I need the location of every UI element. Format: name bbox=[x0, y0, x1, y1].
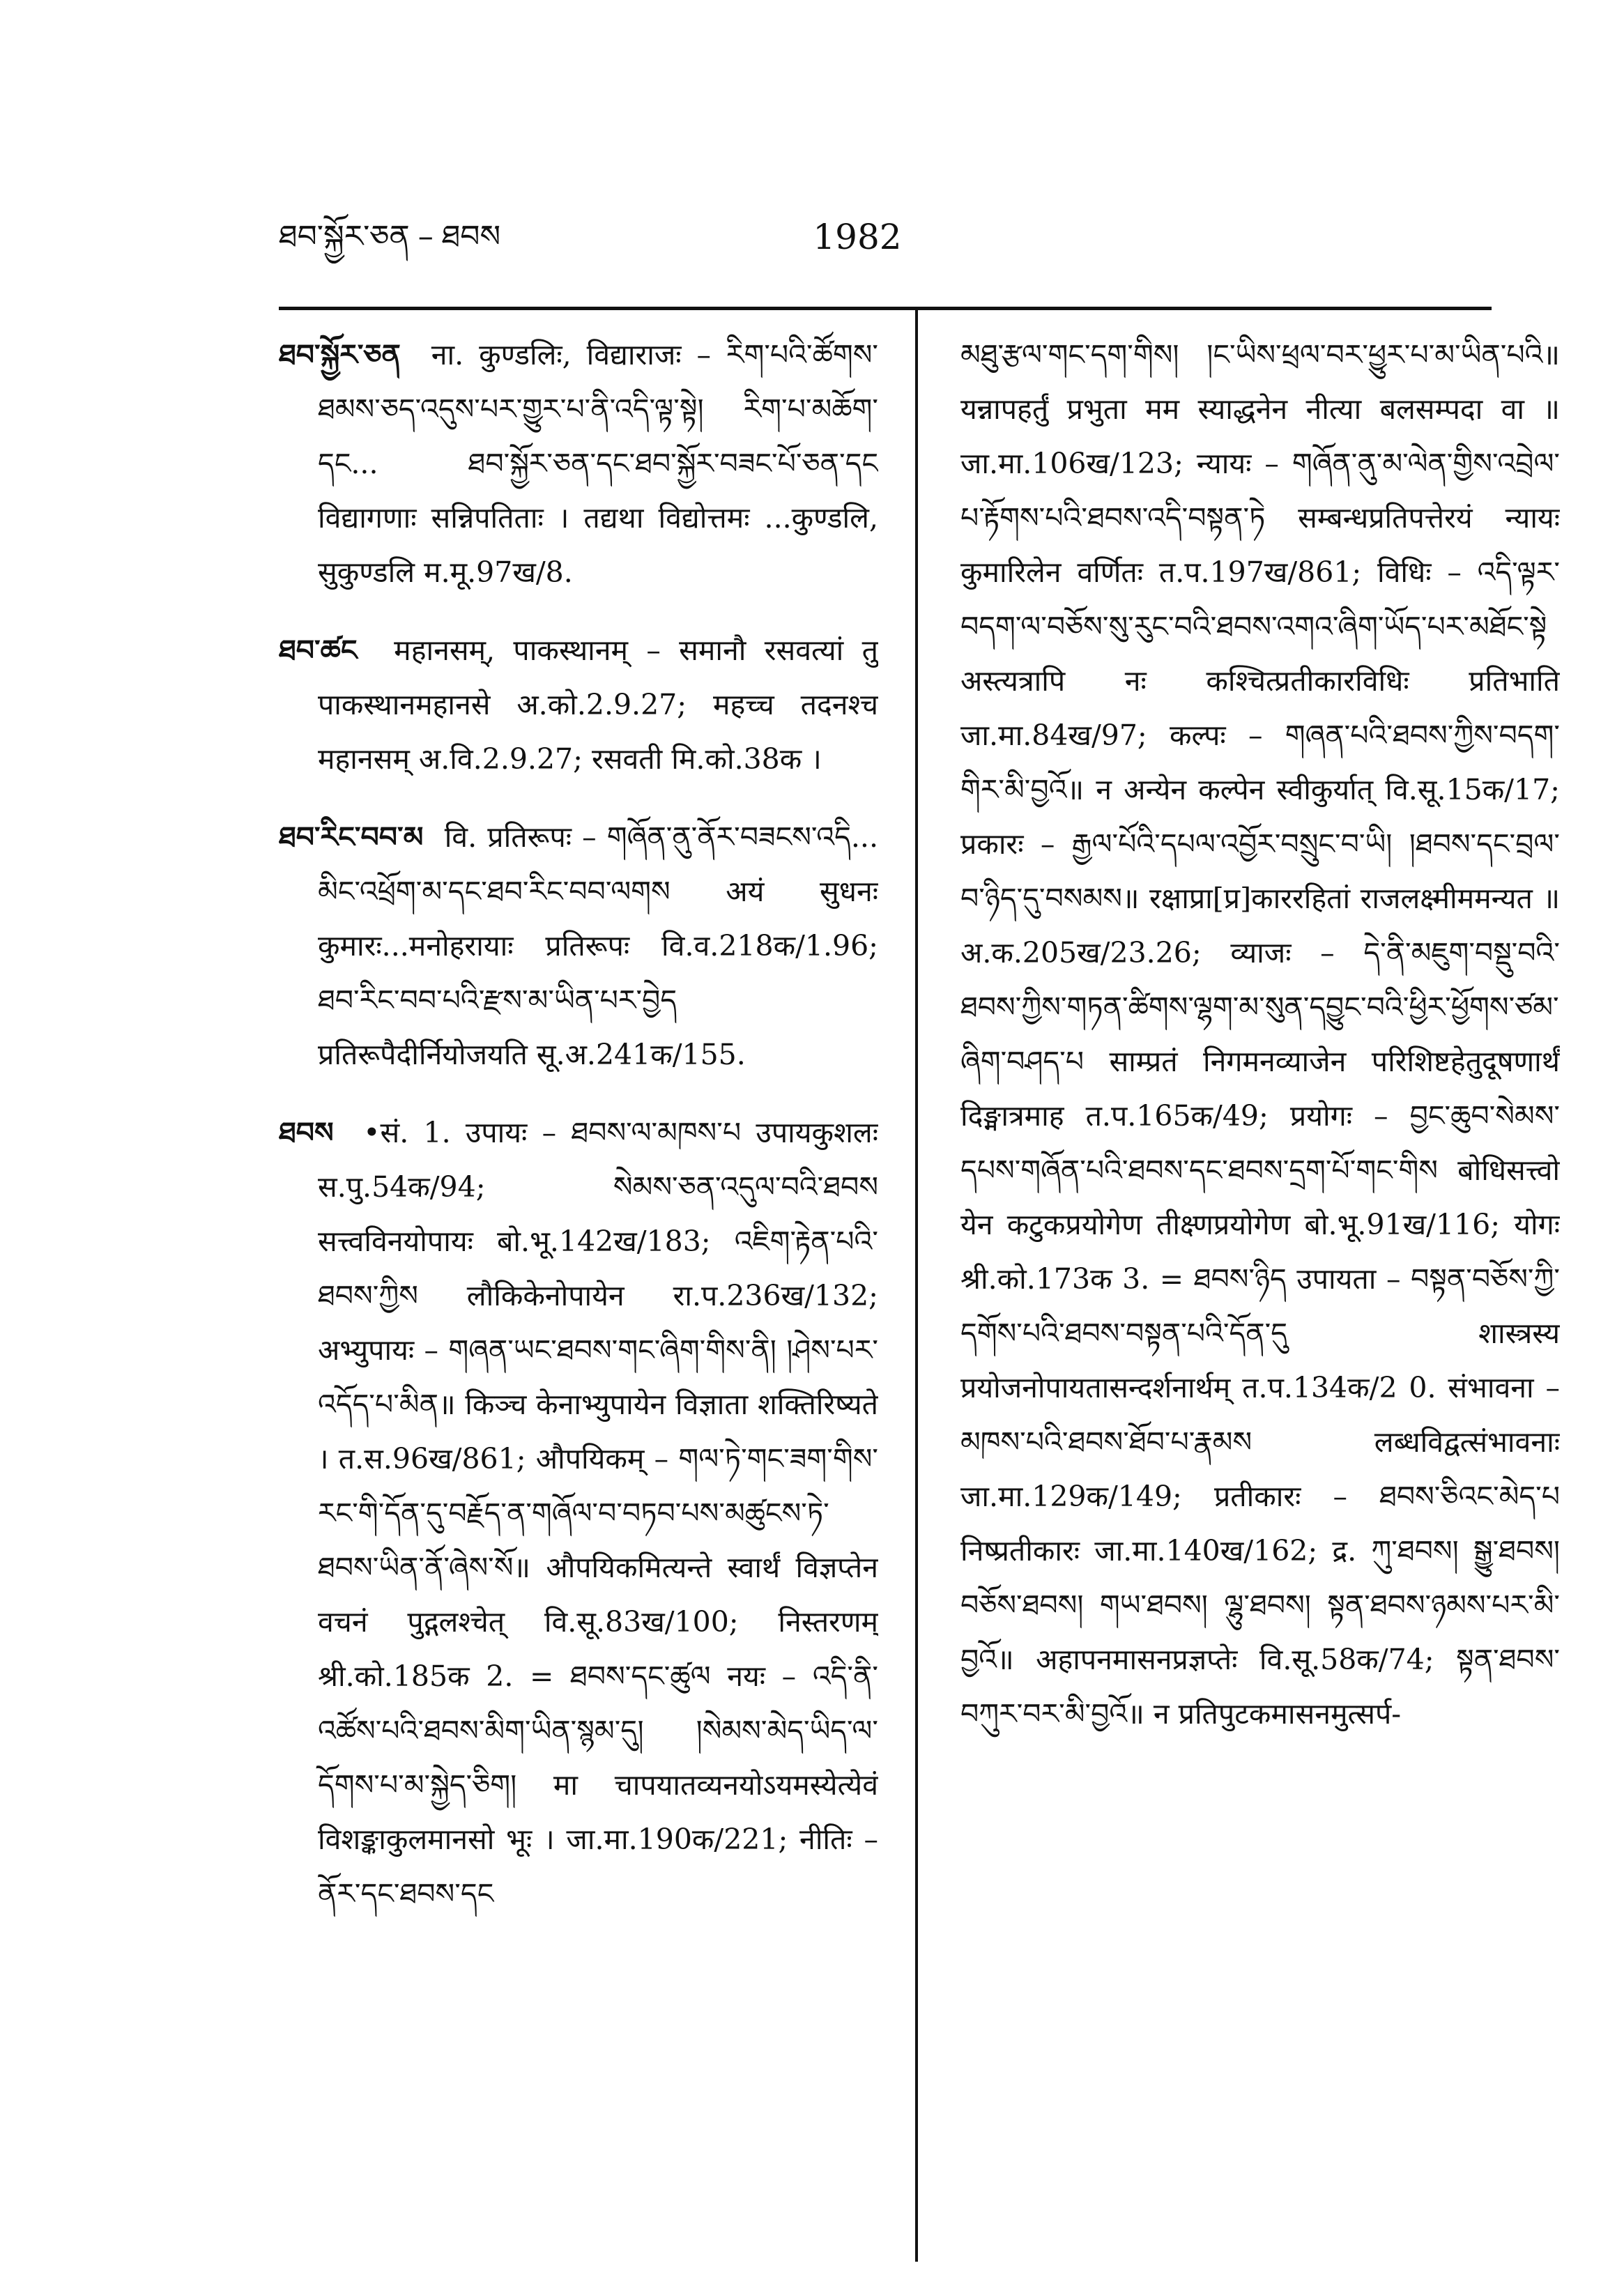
column-divider bbox=[915, 310, 918, 2262]
left-column bbox=[279, 328, 878, 2265]
header-separator: – bbox=[418, 219, 434, 254]
entry-body: •सं. 1. उपायः – ཐབས་ལ་མཁས་པ उपायकुशलः स.पु.54क/94; སེམས་ཅན་འདུལ་བའི་ཐབས सत्त्वविनयोपायः बो.भू.142ख/183; འཇིག་རྟེན་པའི་ཐབས་ཀྱིས लौकिकेनोपायेन रा.प.236ख/132; अभ्युपायः – གཞན་ཡང་ཐབས་གང་ཞིག་གིས་ནི། །ཤེས་པར་འདོད་པ་མིན॥ किञ्च केनाभ्युपायेन विज्ञाता शक्तिरिष्यते । त.स.96ख/861; औपयिकम् – གལ་ཏེ་གང་ཟག་གིས་རང་གི་དོན་དུ་བརྗོད་ན་གཞོལ་བ་བཏབ་པས་མཚུངས་ཏེ་ཐབས་ཡིན་ནོ་ཞེས་སོ॥ औपयिकमित्यन्ते स्वार्थं विज्ञप्तेन वचनं पुद्गलश्चेत् वि.सू.83ख/100; निस्तरणम् श्री.को.185क 2. = ཐབས་དང་ཚུལ नयः – འདི་ནི་འཚོས་པའི་ཐབས་མིག་ཡིན་སྙམ་དུ། །སེམས་མེད་ཡིད་ལ་དོགས་པ་མ་སྐྱེད་ཅིག། मा चापयातव्यनयोऽयमस्येत्येवं विशङ्काकुलमानसो भूः । जा.मा.190क/221; नीतिः – ནོར་དང་ཐབས་དང bbox=[318, 1116, 878, 1910]
entry-body: ना. कुण्डलिः, विद्याराजः – རིག་པའི་ཚོགས་ཐམས་ཅད་འདུས་པར་གྱུར་པ་ནི་འདི་ལྟ་སྟེ། རིག་པ་མཆོག་དང... ཐབ་སྐྱོར་ཅན་དང་ཐབ་སྐྱོར་བཟང་པོ་ཅན་དང विद्यागणाः सन्निपतिताः । तद्यथा विद्योत्तमः ...कुण्डलि, सुकुण्डलि म.मू.97ख/8. bbox=[318, 338, 878, 589]
header-rule bbox=[279, 307, 1492, 310]
dictionary-entry bbox=[279, 328, 878, 599]
header-first-headword: ཐབ་སྐྱོར་ཅན bbox=[279, 219, 410, 254]
running-header bbox=[279, 209, 1436, 265]
entry-body: वि. प्रतिरूपः – གཞོན་ནུ་ནོར་བཟངས་འདི... མིང་འཕྲོག་མ་དང་ཐབ་རིང་བབ་ལགས अयं सुधनः कुमारः...मनोहरायाः प्रतिरूपः वि.व.218क/1.96; ཐབ་རིང་བབ་པའི་རྫས་མ་ཡིན་པར་བྱེད प्रतिरूपैदीर्नियोजयति सू.अ.241क/155. bbox=[318, 820, 878, 1071]
dictionary-entry bbox=[279, 1105, 878, 1921]
header-last-headword: ཐབས bbox=[441, 219, 501, 254]
right-column bbox=[960, 328, 1560, 2265]
entry-headword: ཐབ་ཚང bbox=[279, 634, 358, 667]
entry-headword: ཐབ་རིང་བབ་མ bbox=[279, 820, 424, 854]
dictionary-entry bbox=[279, 623, 878, 786]
page-number: 1982 bbox=[813, 217, 902, 257]
dictionary-entry bbox=[279, 810, 878, 1082]
entry-headword: ཐབས bbox=[279, 1116, 334, 1149]
entry-body: མཐུ་རྩལ་གང་དག་གིས། །ང་ཡིས་ཕྲལ་བར་ཕྱུར་པ་མ་ཡིན་པའི॥ यन्नापहर्तुं प्रभुता मम स्याद्धनेन नीत्या बलसम्पदा वा ॥ जा.मा.106ख/123; न्यायः – གཞོན་ནུ་མ་ལེན་གྱིས་འབྲེལ་པ་རྟོགས་པའི་ཐབས་འདི་བསྟན་ཏེ सम्बन्धप्रतिपत्तेरयं न्यायः कुमारिलेन वर्णितः त.प.197ख/861; विधिः – འདི་ལྟར་བདག་ལ་བཅོས་སུ་རུང་བའི་ཐབས་འགའ་ཞིག་ཡོད་པར་མཐོང་སྟེ अस्त्यत्रापि नः कश्चित्प्रतीकारविधिः प्रतिभाति जा.मा.84ख/97; कल्पः – གཞན་པའི་ཐབས་ཀྱིས་བདག་གིར་མི་བྱའོ॥ न अन्येन कल्पेन स्वीकुर्यात् वि.सू.15क/17; प्रकारः – རྒྱལ་པོའི་དཔལ་འབྱོར་བསྲུང་བ་ཡི། །ཐབས་དང་བྲལ་བ་ཉིད་དུ་བསམས॥ रक्षाप्रा[प्र]काररहितां राजलक्ष्मीममन्यत ॥ अ.क.205ख/23.26; व्याजः – དེ་ནི་མཇུག་བསྡུ་བའི་ཐབས་ཀྱིས་གཏན་ཚིགས་ལྷག་མ་སུན་དབྱུང་བའི་ཕྱིར་ཕྱོགས་ཙམ་ཞིག་བཤད་པ साम्प्रतं निगमनव्याजेन परिशिष्टहेतुदूषणार्थं दिङ्मात्रमाह त.प.165क/49; प्रयोगः – བྱང་ཆུབ་སེམས་དཔས་གཞོན་པའི་ཐབས་དང་ཐབས་དྲག་པོ་གང་གིས बोधिसत्त्वो येन कटुकप्रयोगेण तीक्ष्णप्रयोगेण बो.भू.91ख/116; योगः श्री.को.173क 3. = ཐབས་ཉིད उपायता – བསྟན་བཅོས་ཀྱི་དགོས་པའི་ཐབས་བསྟན་པའི་དོན་དུ शास्त्रस्य प्रयोजनोपायतासन्दर्शनार्थम् त.प.134क/2 0. संभावना – མཁས་པའི་ཐབས་ཐོབ་པ་རྣམས लब्धविद्वत्संभावनाः जा.मा.129क/149; प्रतीकारः – ཐབས་ཅིའང་མེད་པ निष्प्रतीकारः जा.मा.140ख/162; द्र. ཀུ་ཐབས། སྒྱུ་ཐབས། བཅོས་ཐབས། གཡ་ཐབས། ལྷུ་ཐབས། སྟན་ཐབས་ཉམས་པར་མི་བྱའོ॥ अहापनमासनप्रज्ञप्तेः वि.सू.58क/74; སྟན་ཐབས་བཀུར་བར་མི་བྱའོ॥ न प्रतिपुटकमासनमुत्सर्प- bbox=[960, 338, 1560, 1731]
dictionary-entry-continuation bbox=[960, 328, 1560, 1741]
entry-headword: ཐབ་སྐྱོར་ཅན bbox=[279, 338, 401, 371]
entry-body: महानसम्, पाकस्थानम् – समानौ रसवत्यां तु पाकस्थानमहानसे अ.को.2.9.27; महच्च तदनश्च महानसम् अ.वि.2.9.27; रसवती मि.को.38क । bbox=[318, 634, 878, 776]
